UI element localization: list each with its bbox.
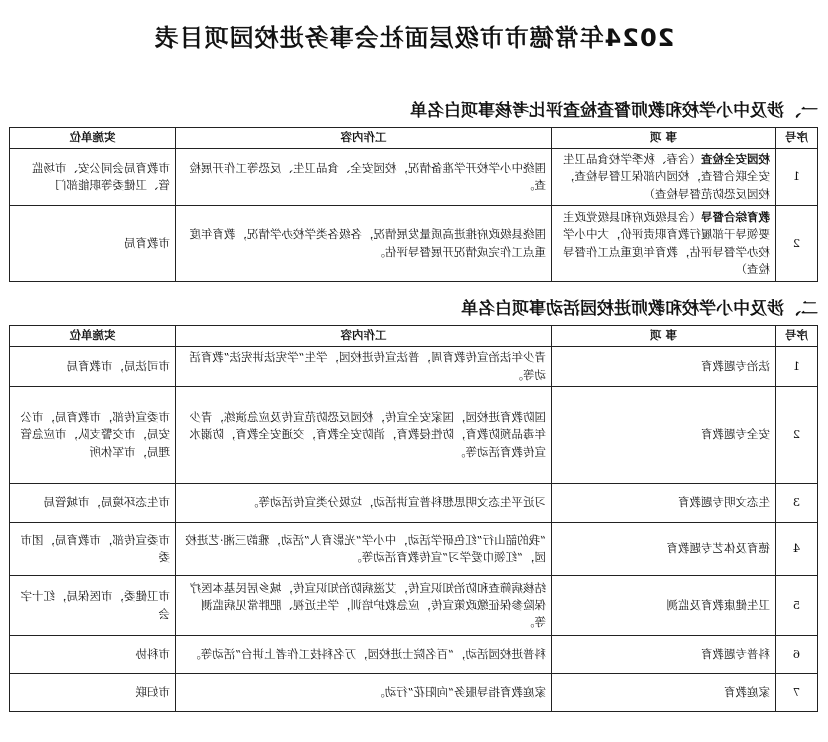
header-item: 事 项 [552, 326, 776, 347]
row-content: 围绕县级政府推进高质量发展情况，各级各类学校办学情况，教育年度重点工作完成情况开展督导评估。 [176, 206, 552, 282]
row-item: 家庭教育 [552, 674, 776, 712]
row-item: 安全专题教育 [552, 387, 776, 484]
row-content: 家庭教育指导服务“向阳花”行动。 [176, 674, 552, 712]
header-unit: 实施单位 [10, 128, 176, 149]
table-row [10, 387, 818, 484]
row-seq: 5 [776, 576, 818, 636]
header-item: 事 项 [552, 128, 776, 149]
table-row [10, 206, 818, 282]
header-seq: 序号 [776, 326, 818, 347]
row-item: 德育及体艺专题教育 [552, 523, 776, 576]
document-title: 2024年常德市市级层面社会事务进校园项目表 [153, 24, 675, 52]
row-seq: 3 [776, 484, 818, 523]
row-unit: 市科协 [10, 636, 176, 674]
row-unit: 市教育局 [10, 206, 176, 282]
header-unit: 实施单位 [10, 326, 176, 347]
row-seq: 6 [776, 636, 818, 674]
row-unit: 市委宣传部，市教育局，团市委 [10, 523, 176, 576]
row-item-title: 校园安全检查 [701, 152, 770, 167]
row-seq: 1 [776, 347, 818, 387]
section-2-heading: 二、涉及中小学校和教师进校园活动事项白名单 [461, 299, 818, 319]
table-row [10, 149, 818, 206]
row-seq: 4 [776, 523, 818, 576]
row-unit: 市妇联 [10, 674, 176, 712]
row-unit: 市委宣传部，市教育局，市公安局，市交警支队，市应急管理局，市军休所 [10, 387, 176, 484]
table-row [10, 347, 818, 387]
row-item-detail: （含县级政府和县级党政主要领导干部履行教育职责评价，大中小学校办学督导评估，教育年度重点工作督导检查） [563, 210, 770, 276]
section-2-table [9, 325, 818, 712]
row-unit: 市生态环境局，市城管局 [10, 484, 176, 523]
header-content: 工作内容 [176, 128, 552, 149]
row-content: 围绕中小学校开学准备情况，校园安全、食品卫生、反恐等工作开展检查。 [176, 149, 552, 206]
row-content: 习近平生态文明思想科普宣讲活动，垃圾分类宣传活动等。 [176, 484, 552, 523]
header-seq: 序号 [776, 128, 818, 149]
row-content: “我的韶山行”红色研学活动，中小学“光影育人”活动，雅韵三湘·艺进校园，“红领巾爱学习”宣传教育活动等。 [176, 523, 552, 576]
header-content: 工作内容 [176, 326, 552, 347]
row-unit: 市卫健委，市医保局，红十字会 [10, 576, 176, 636]
row-content: 结核病筛查和防治知识宣传，艾滋病防治知识宣传，城乡居民基本医疗保险参保征缴政策宣传，应急救护培训，学生近视、肥胖常见病监测等。 [176, 576, 552, 636]
row-unit: 市司法局，市教育局 [10, 347, 176, 387]
section-1-table [9, 127, 818, 282]
row-item [552, 206, 776, 282]
row-unit: 市教育局会同公安、市场监管、卫健委等职能部门 [10, 149, 176, 206]
row-seq: 7 [776, 674, 818, 712]
row-item: 法治专题教育 [552, 347, 776, 387]
table-row [10, 484, 818, 523]
row-item: 生态文明专题教育 [552, 484, 776, 523]
table-header-row [10, 128, 818, 149]
table-row [10, 674, 818, 712]
row-content: 青少年法治宣传教育周，普法宣传进校园，学生“学宪法讲宪法”教育活动等。 [176, 347, 552, 387]
row-content: 科普进校园活动，“百名院士进校园，万名科技工作者上讲台”活动等。 [176, 636, 552, 674]
row-seq: 2 [776, 387, 818, 484]
table-row [10, 636, 818, 674]
row-item: 卫生健康教育及监测 [552, 576, 776, 636]
row-item: 科普专题教育 [552, 636, 776, 674]
row-item-title: 教育综合督导 [701, 210, 770, 224]
row-item [552, 149, 776, 206]
table-header-row [10, 326, 818, 347]
row-content: 国防教育进校园，国家安全宣传，校园反恐防范宣传及应急演练，青少年毒品预防教育，防性侵教育，消防安全教育，交通安全教育，防溺水宣传教育活动等。 [176, 387, 552, 484]
section-1-heading: 一、涉及中小学校和教师督查检查评比考核事项白名单 [410, 101, 818, 121]
row-item-detail: （含春、秋季学校食品卫生安全联合督查，校园内部保卫督导检查，校园反恐防范督导检查） [563, 152, 770, 201]
row-seq: 2 [776, 206, 818, 282]
row-seq: 1 [776, 149, 818, 206]
table-row [10, 523, 818, 576]
table-row [10, 576, 818, 636]
